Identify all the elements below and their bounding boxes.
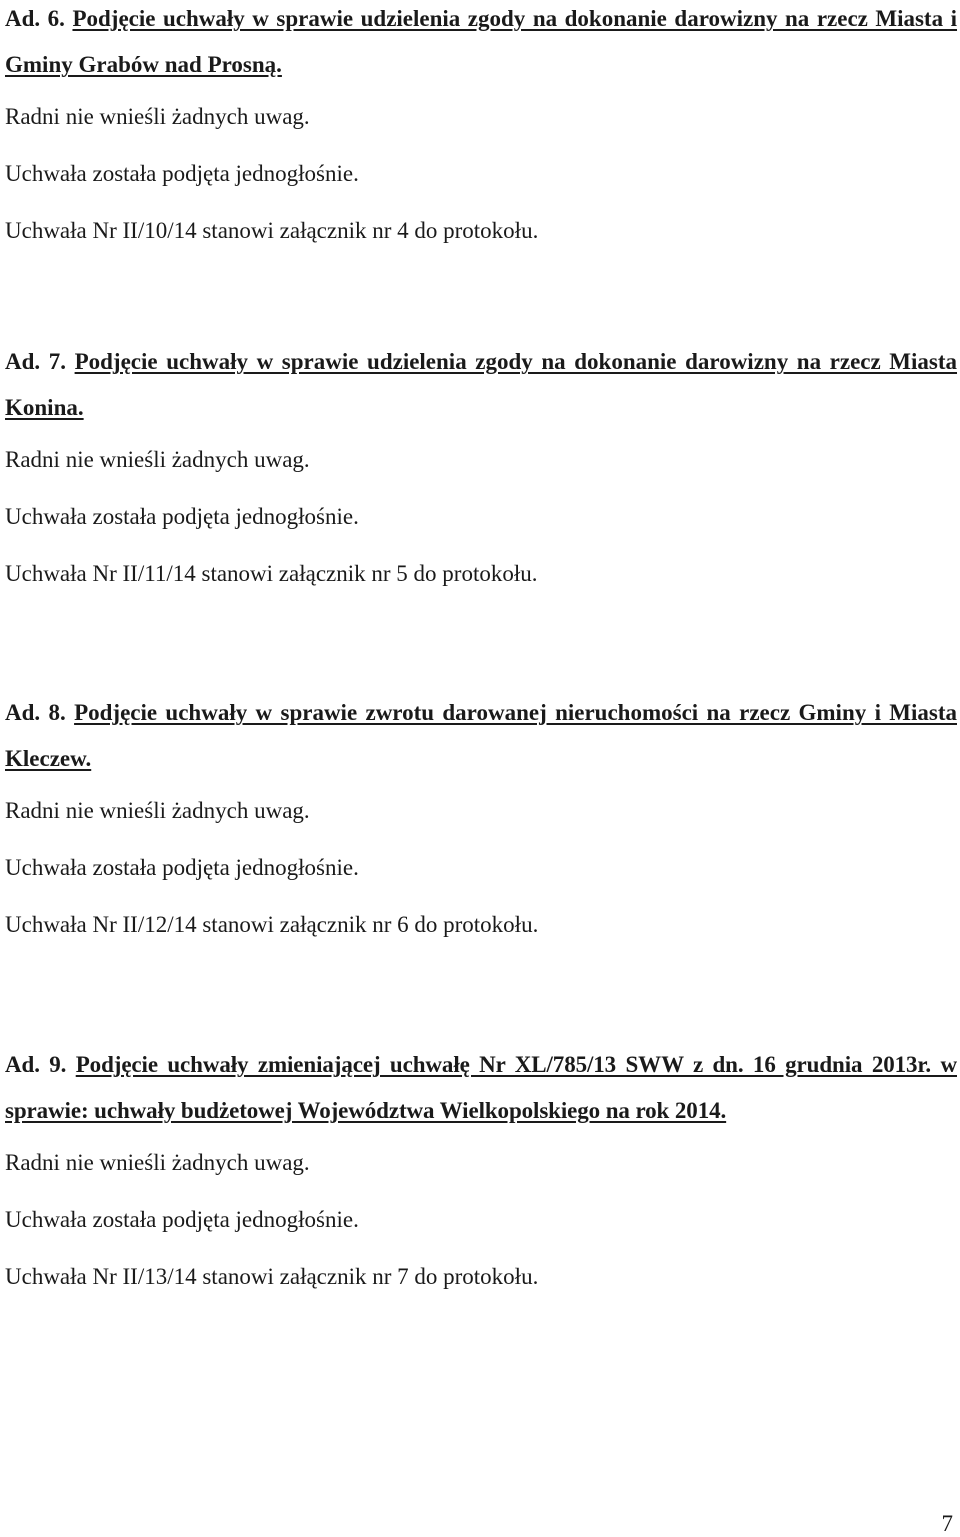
vote-result-text: Uchwała została podjęta jednogłośnie. — [5, 161, 359, 186]
agenda-heading — [5, 690, 957, 782]
agenda-number: Ad. 6. — [5, 6, 73, 31]
agenda-heading — [5, 339, 957, 431]
agenda-number: Ad. 7. — [5, 349, 75, 374]
agenda-number: Ad. 9. — [5, 1052, 76, 1077]
vote-result-text: Uchwała została podjęta jednogłośnie. — [5, 1207, 359, 1232]
vote-result-text: Uchwała została podjęta jednogłośnie. — [5, 504, 359, 529]
agenda-item-7 — [5, 339, 957, 602]
agenda-item-6 — [5, 0, 957, 259]
agenda-title: Podjęcie uchwały w sprawie udzielenia zgody na dokonanie darowizny na rzecz Miasta Konina. — [5, 349, 958, 420]
remarks-text: Radni nie wnieśli żadnych uwag. — [5, 798, 310, 823]
agenda-number: Ad. 8. — [5, 700, 75, 725]
attachment-text: Uchwała Nr II/13/14 stanowi załącznik nr 7 do protokołu. — [5, 1264, 539, 1289]
agenda-heading — [5, 1042, 957, 1134]
remarks-text: Radni nie wnieśli żadnych uwag. — [5, 1150, 310, 1175]
page-number: 7 — [941, 1511, 953, 1536]
agenda-title: Podjęcie uchwały zmieniającej uchwałę Nr XL/785/13 SWW z dn. 16 grudnia 2013r. w sprawie: uchwały budżetowej Województwa Wielkopolskiego na rok 2014. — [5, 1052, 957, 1123]
attachment-text: Uchwała Nr II/10/14 stanowi załącznik nr 4 do protokołu. — [5, 218, 539, 243]
agenda-item-8 — [5, 690, 957, 953]
agenda-item-9 — [5, 1042, 957, 1305]
remarks-text: Radni nie wnieśli żadnych uwag. — [5, 104, 310, 129]
agenda-title: Podjęcie uchwały w sprawie zwrotu darowanej nieruchomości na rzecz Gminy i Miasta Kleczew. — [5, 700, 957, 771]
agenda-heading — [5, 0, 957, 88]
remarks-text: Radni nie wnieśli żadnych uwag. — [5, 447, 310, 472]
agenda-title: Podjęcie uchwały w sprawie udzielenia zgody na dokonanie darowizny na rzecz Miasta i Gminy Grabów nad Prosną. — [5, 6, 958, 77]
attachment-text: Uchwała Nr II/12/14 stanowi załącznik nr 6 do protokołu. — [5, 912, 539, 937]
vote-result-text: Uchwała została podjęta jednogłośnie. — [5, 855, 359, 880]
attachment-text: Uchwała Nr II/11/14 stanowi załącznik nr 5 do protokołu. — [5, 561, 538, 586]
